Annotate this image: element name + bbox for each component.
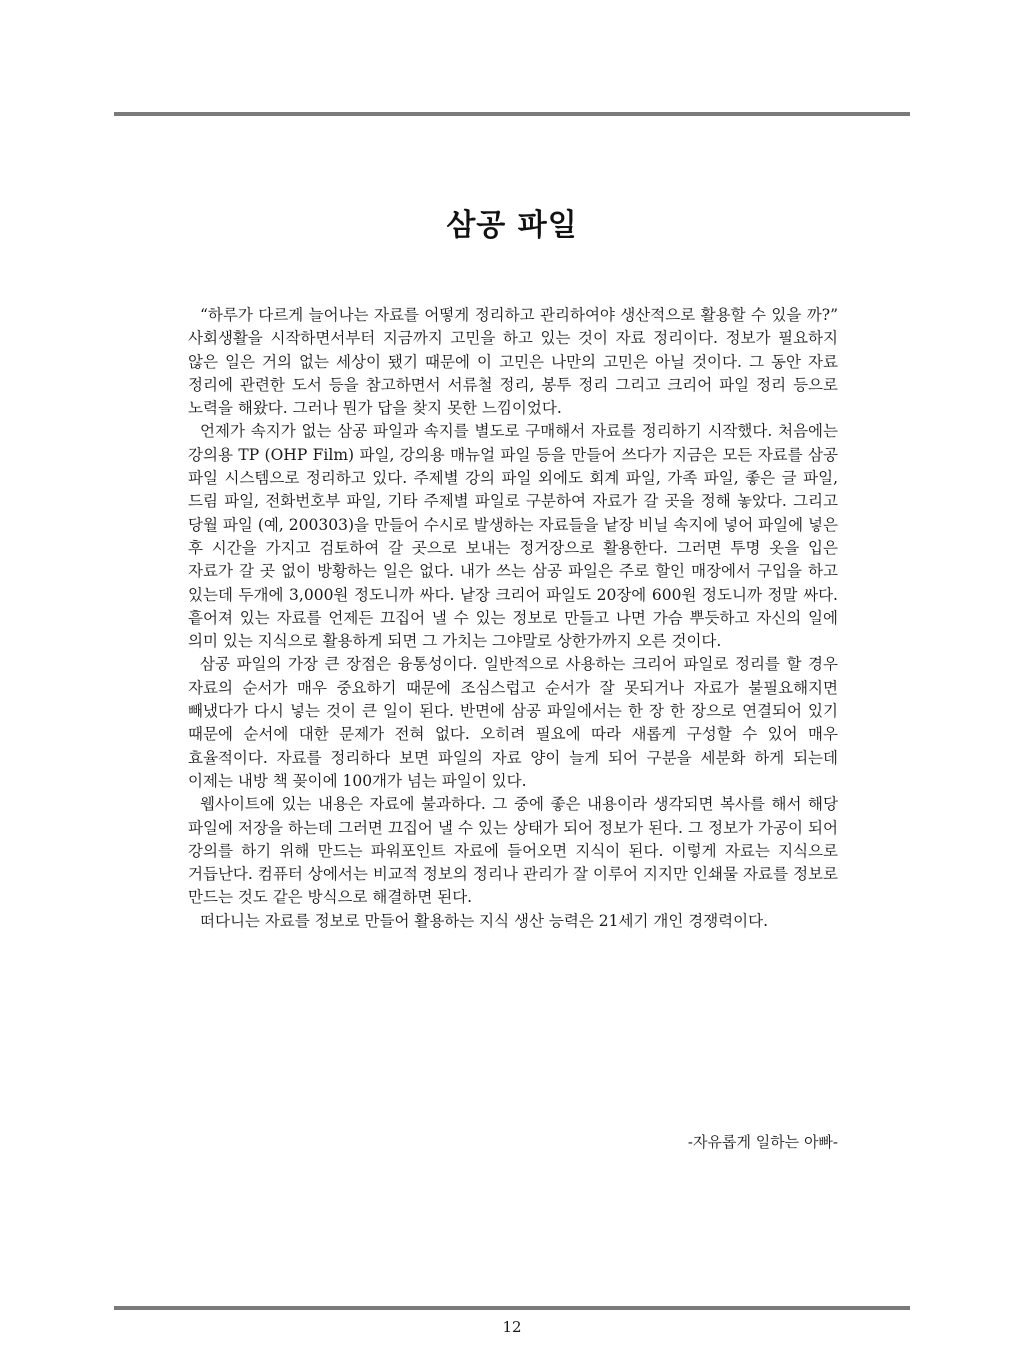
paragraph-5: 떠다니는 자료를 정보로 만들어 활용하는 지식 생산 능력은 21세기 개인 경쟁력이다. bbox=[200, 911, 769, 930]
author-signature: -자유롭게 일하는 아빠- bbox=[687, 1133, 838, 1151]
paragraph-4: 웹사이트에 있는 내용은 자료에 불과하다. 그 중에 좋은 내용이라 생각되면 복사를 해서 해당 파일에 저장을 하는데 그러면 끄집어 낼 수 있는 상태가 되어 정보가 된다. 그 정보가 가공이 되어 강의를 하기 위해 만드는 파워포인트 자료에 들어오면 지식이 된다. 이렇게 자료는 지식으로 거듭난다. 컴퓨터 상에서는 비교적 정보의 정리나 관리가 잘 이루어 지지만 인쇄물 자료를 정보로 만드는 것도 같은 방식으로 해결하면 된다. bbox=[188, 795, 838, 907]
top-rule bbox=[114, 112, 910, 116]
page-title: 삼공 파일 bbox=[446, 208, 578, 243]
paragraph-2: 언제가 속지가 없는 삼공 파일과 속지를 별도로 구매해서 자료를 정리하기 시작했다. 처음에는 강의용 TP (OHP Film) 파일, 강의용 매뉴얼 파일 등을 만들어 쓰다가 지금은 모든 자료를 삼공 파일 시스템으로 정리하고 있다. 주제별 강의 파일 외에도 회계 파일, 가족 파일, 좋은 글 파일, 드림 파일, 전화번호부 파일, 기타 주제별 파일로 구분하여 자료가 갈 곳을 정해 놓았다. 그리고 당월 파일 (예, 200303)을 만들어 수시로 발생하는 자료들을 낱장 비닐 속지에 넣어 파일에 넣은 후 시간을 가지고 검토하여 갈 곳으로 보내는 정거장으로 활용한다. 그러면 투명 옷을 입은 자료가 갈 곳 없이 방황하는 일은 없다. 내가 쓰는 삼공 파일은 주로 할인 매장에서 구입을 하고 있는데 두개에 3,000원 정도니까 싸다. 낱장 크리어 파일도 20장에 600원 정도니까 정말 싸다. 흩어져 있는 자료를 언제든 끄집어 낼 수 있는 정보로 만들고 나면 가슴 뿌듯하고 자신의 일에 의미 있는 지식으로 활용하게 되면 그 가치는 그야말로 상한가까지 오른 것이다. bbox=[188, 422, 838, 651]
paragraph-3: 삼공 파일의 가장 큰 장점은 융통성이다. 일반적으로 사용하는 크리어 파일로 정리를 할 경우 자료의 순서가 매우 중요하기 때문에 조심스럽고 순서가 잘 못되거나 자료가 불필요해지면 빼냈다가 다시 넣는 것이 큰 일이 된다. 반면에 삼공 파일에서는 한 장 한 장으로 연결되어 있기 때문에 순서에 대한 문제가 전혀 없다. 오히려 필요에 따라 새롭게 구성할 수 있어 매우 효율적이다. 자료를 정리하다 보면 파일의 자료 양이 늘게 되어 구분을 세분화 하게 되는데 이제는 내방 책 꽂이에 100개가 넘는 파일이 있다. bbox=[188, 655, 838, 790]
article-body bbox=[188, 304, 838, 933]
paragraph-1: “하루가 다르게 늘어나는 자료를 어떻게 정리하고 관리하여야 생산적으로 활용할 수 있을 까?” 사회생활을 시작하면서부터 지금까지 고민을 하고 있는 것이 자료 정리이다. 정보가 필요하지 않은 일은 거의 없는 세상이 됐기 때문에 이 고민은 나만의 고민은 아닐 것이다. 그 동안 자료 정리에 관련한 도서 등을 참고하면서 서류철 정리, 봉투 정리 그리고 크리어 파일 정리 등으로 노력을 해왔다. 그러나 뭔가 답을 찾지 못한 느낌이었다. bbox=[188, 306, 838, 418]
bottom-rule bbox=[114, 1306, 910, 1310]
page-number: 12 bbox=[502, 1318, 522, 1336]
